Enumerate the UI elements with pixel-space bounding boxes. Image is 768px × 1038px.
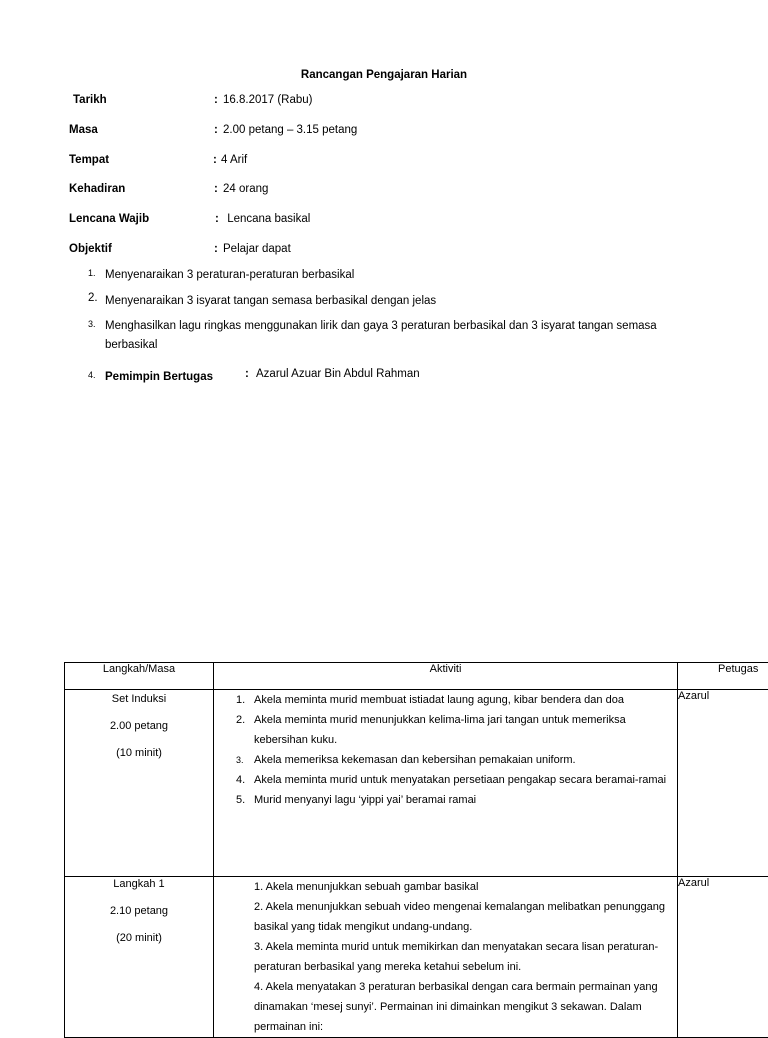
activity-paragraph: 2. Akela menunjukkan sebuah video mengenai kemalangan melibatkan penunggang basikal yang tidak mengikut undang-undang.	[214, 897, 677, 937]
step-duration: (10 minit)	[65, 733, 213, 760]
list-item: 1. Akela meminta murid membuat istiadat laung agung, kibar bendera dan doa	[214, 690, 677, 710]
header-petugas: Petugas	[678, 663, 768, 690]
info-colon: :	[214, 94, 218, 106]
info-row-lencana	[0, 213, 768, 229]
info-label: Lencana Wajib	[69, 213, 149, 225]
info-label: Tempat	[69, 154, 109, 166]
info-label: Tarikh	[73, 94, 107, 106]
activity-paragraph: 3. Akela meminta murid untuk memikirkan dan menyatakan secara lisan peraturan-peraturan berbasikal yang mereka ketahui sebelum ini.	[214, 937, 677, 977]
objective-number: 1.	[88, 268, 96, 278]
leader-number: 4.	[88, 370, 96, 380]
info-colon: :	[215, 213, 219, 225]
info-label: Objektif	[69, 243, 112, 255]
header-aktiviti: Aktiviti	[214, 663, 678, 690]
info-row-objektif	[0, 243, 768, 259]
step-name: Langkah 1	[65, 877, 213, 891]
objective-text: Menghasilkan lagu ringkas menggunakan lirik dan gaya 3 peraturan berbasikal dan 3 isyarat tangan semasa berbasikal	[105, 317, 665, 355]
objective-text: Menyenaraikan 3 peraturan-peraturan berbasikal	[105, 266, 685, 285]
info-value: Lencana basikal	[224, 213, 310, 225]
list-item: 4. Akela meminta murid untuk menyatakan persetiaan pengakap secara beramai-ramai	[214, 770, 677, 790]
header-langkah: Langkah/Masa	[65, 663, 214, 690]
activity-cell	[214, 690, 678, 877]
info-value: 24 orang	[223, 183, 268, 195]
table-row	[65, 690, 768, 877]
step-time: 2.00 petang	[65, 706, 213, 733]
step-duration: (20 minit)	[65, 918, 213, 945]
step-cell	[65, 690, 214, 877]
info-value: 2.00 petang – 3.15 petang	[223, 124, 357, 136]
info-colon: :	[213, 154, 217, 166]
info-row-kehadiran	[0, 183, 768, 199]
step-cell	[65, 877, 214, 1038]
petugas-cell: Azarul	[678, 690, 768, 877]
list-item: 5. Murid menyanyi lagu ‘yippi yai’ beramai ramai	[214, 790, 677, 810]
table-row	[65, 877, 768, 1038]
info-label: Masa	[69, 124, 98, 136]
objective-number: 3.	[88, 319, 96, 329]
objective-number: 2.	[88, 292, 98, 304]
petugas-cell: Azarul	[678, 877, 768, 1038]
info-row-tarikh	[0, 94, 768, 110]
info-colon: :	[214, 124, 218, 136]
list-item: 2. Akela meminta murid menunjukkan kelima-lima jari tangan untuk memeriksa kebersihan kuku.	[214, 710, 677, 750]
info-colon: :	[214, 183, 218, 195]
list-item: 3. Akela memeriksa kekemasan dan kebersihan pemakaian uniform.	[214, 750, 677, 770]
objective-text: Menyenaraikan 3 isyarat tangan semasa berbasikal dengan jelas	[105, 292, 685, 311]
leader-label: Pemimpin Bertugas	[105, 368, 685, 387]
info-value: Pelajar dapat	[223, 243, 291, 255]
table-header-row	[65, 663, 768, 690]
info-value: 4 Arif	[221, 154, 247, 166]
activity-table	[64, 662, 768, 1038]
info-colon: :	[214, 243, 218, 255]
step-time: 2.10 petang	[65, 891, 213, 918]
info-row-masa	[0, 124, 768, 140]
info-label: Kehadiran	[69, 183, 125, 195]
activity-paragraph: 1. Akela menunjukkan sebuah gambar basikal	[214, 877, 677, 897]
activity-cell	[214, 877, 678, 1038]
info-value: 16.8.2017 (Rabu)	[223, 94, 313, 106]
info-row-tempat	[0, 154, 768, 170]
activity-paragraph: 4. Akela menyatakan 3 peraturan berbasikal dengan cara bermain permainan yang dinamakan ‘mesej sunyi’. Permainan ini dimainkan mengikut 3 sekawan. Dalam permainan ini:	[214, 977, 677, 1037]
leader-value: Azarul Azuar Bin Abdul Rahman	[256, 368, 420, 380]
step-name: Set Induksi	[65, 690, 213, 706]
leader-colon: :	[245, 368, 249, 380]
page-title: Rancangan Pengajaran Harian	[0, 69, 768, 81]
